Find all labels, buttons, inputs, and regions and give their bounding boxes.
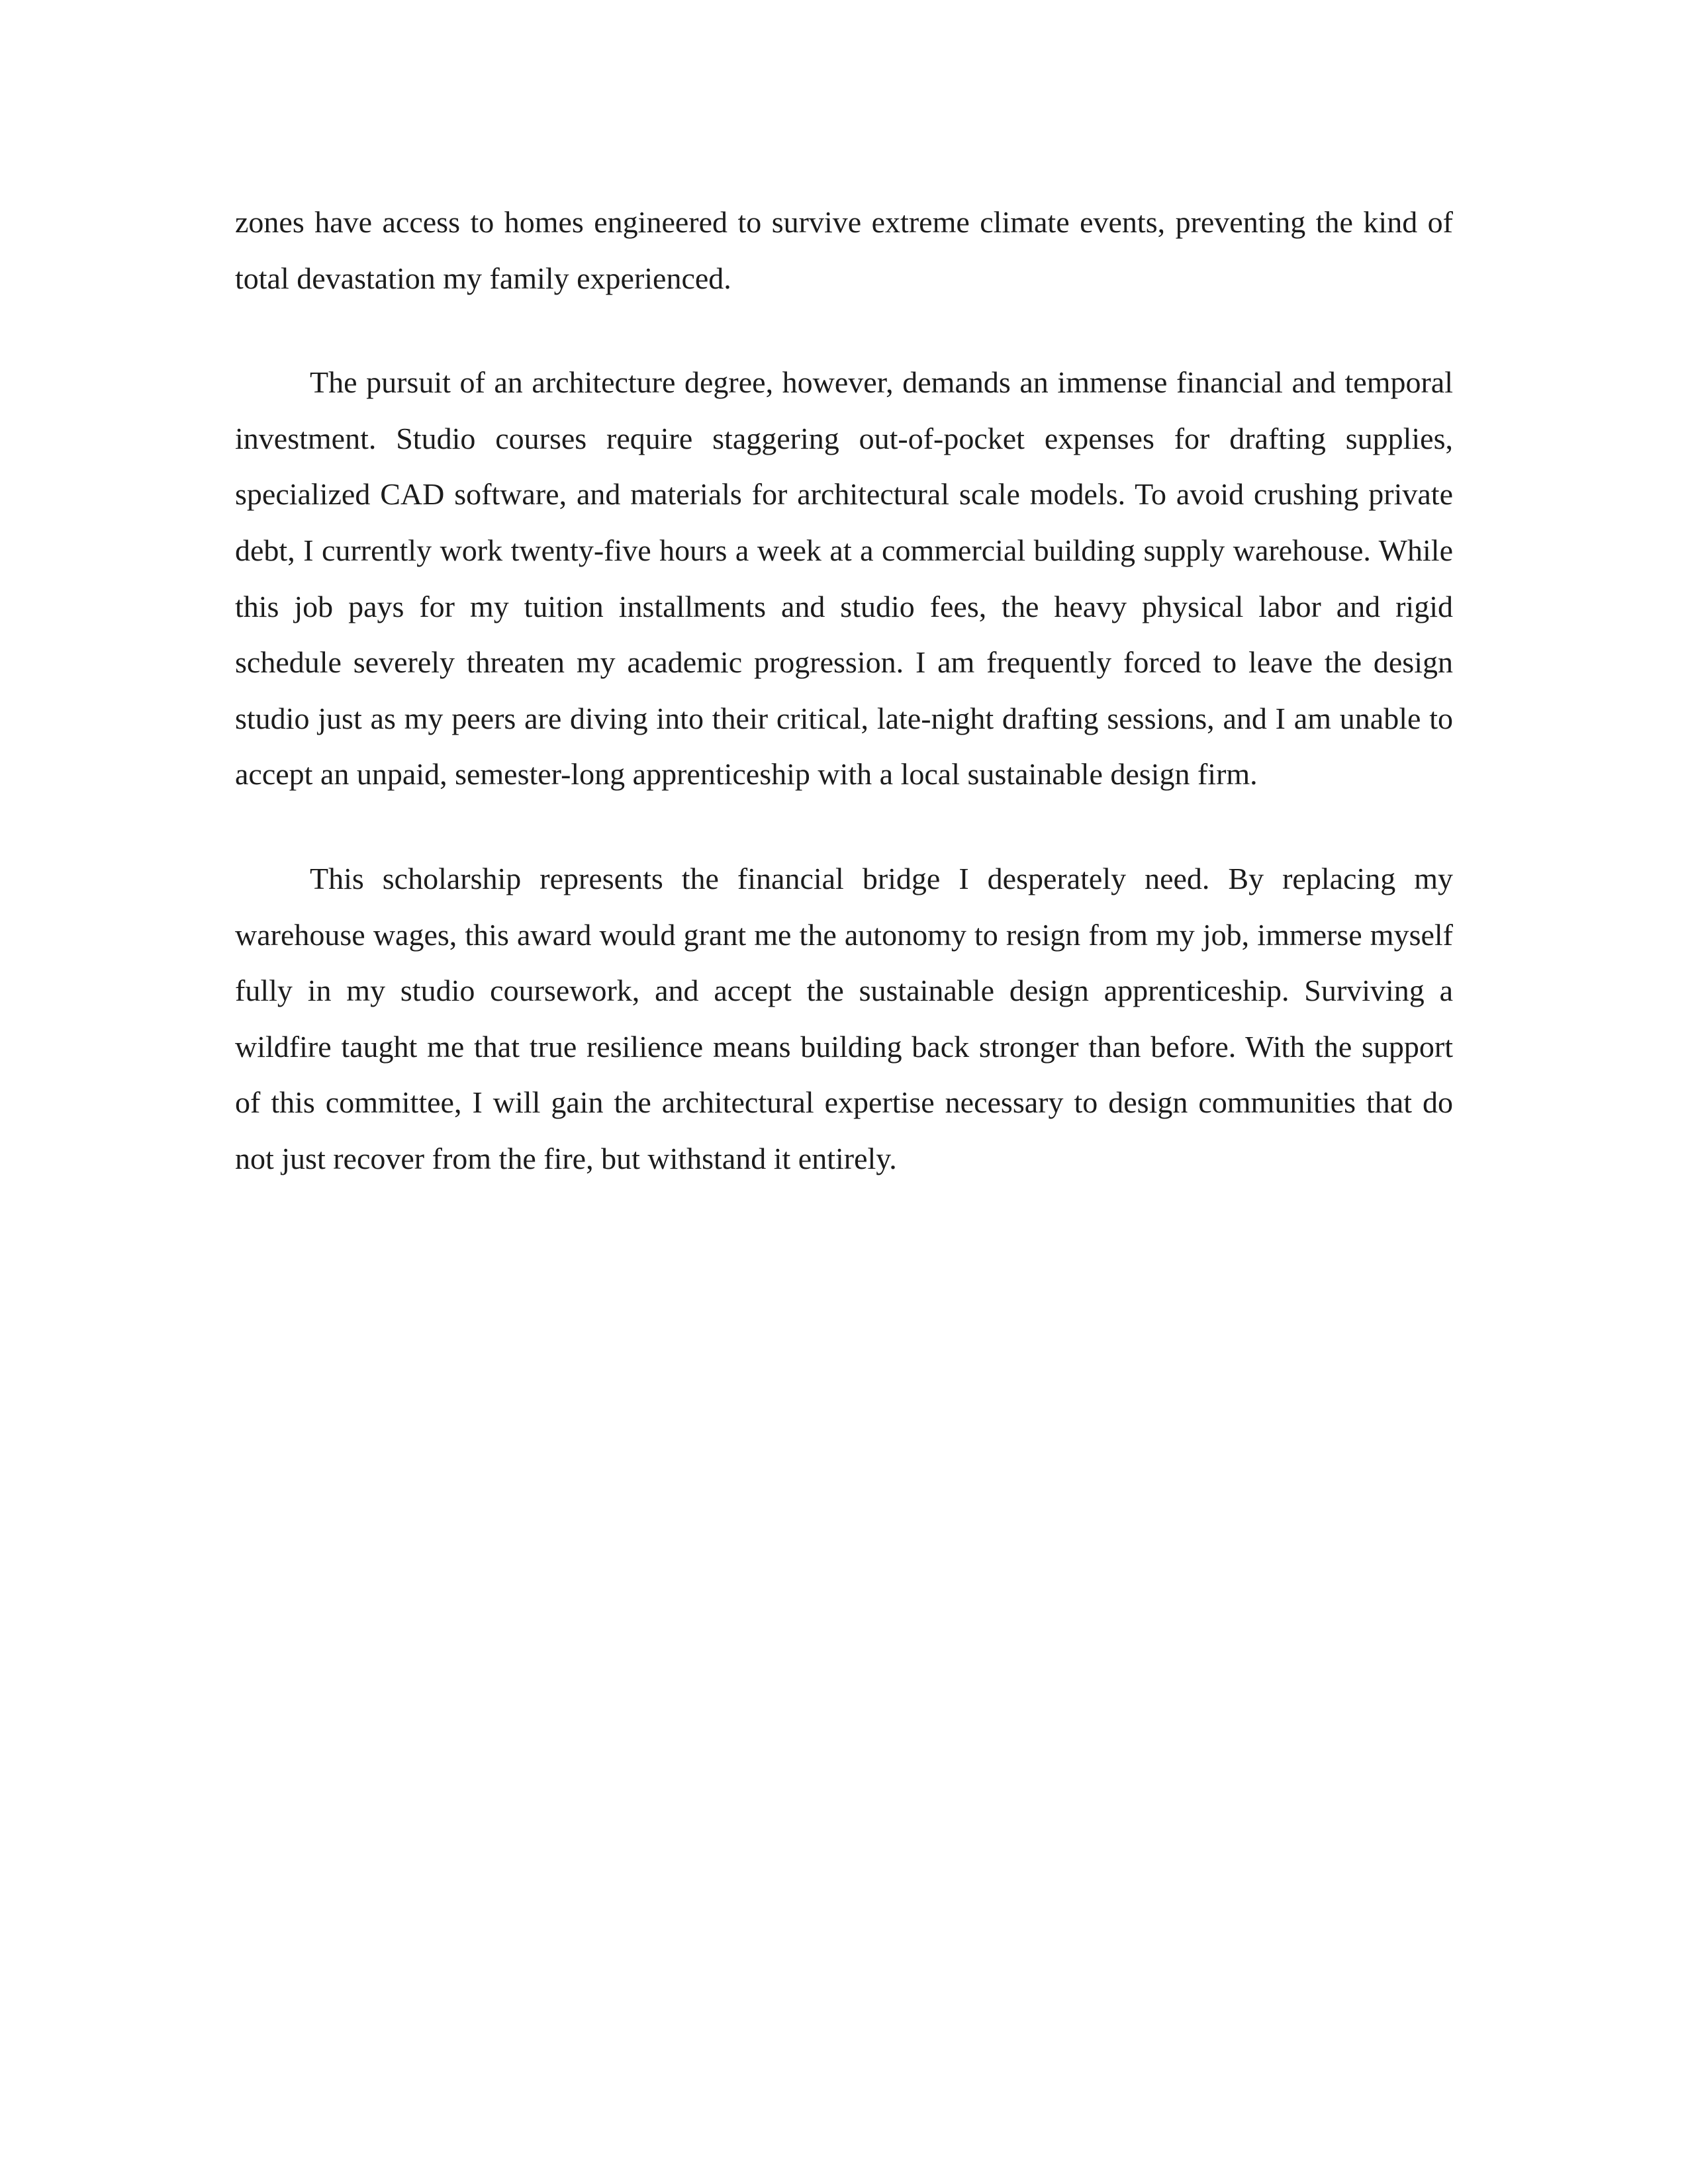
paragraph-financial-investment: The pursuit of an architecture degree, however, demands an immense financial and temporal investment. Studio courses require staggering out-of-pocket expenses for drafting supplies, specialized CAD software, and materials for architectural scale models. To avoid crushing private debt, I currently work twenty-five hours a week at a commercial building supply warehouse. While this job pays for my tuition installments and studio fees, the heavy physical labor and rigid schedule severely threaten my academic progression. I am frequently forced to leave the design studio just as my peers are diving into their critical, late-night drafting sessions, and I am unable to accept an unpaid, semester-long apprenticeship with a local sustainable design firm. xyxy=(235,365,1453,792)
paragraph-scholarship-bridge: This scholarship represents the financial bridge I desperately need. By replacing my warehouse wages, this award would grant me the autonomy to resign from my job, immerse myself fully in my studio coursework, and accept the sustainable design apprenticeship. Surviving a wildfire taught me that true resilience means building back stronger than before. With the support of this committee, I will gain the architectural expertise necessary to design communities that do not just recover from the fire, but withstand it entirely. xyxy=(235,861,1453,1175)
paragraph-continuation: zones have access to homes engineered to survive extreme climate events, preventing the kind of total devastation my family experienced. xyxy=(235,205,1453,295)
essay-body xyxy=(235,195,1453,1187)
